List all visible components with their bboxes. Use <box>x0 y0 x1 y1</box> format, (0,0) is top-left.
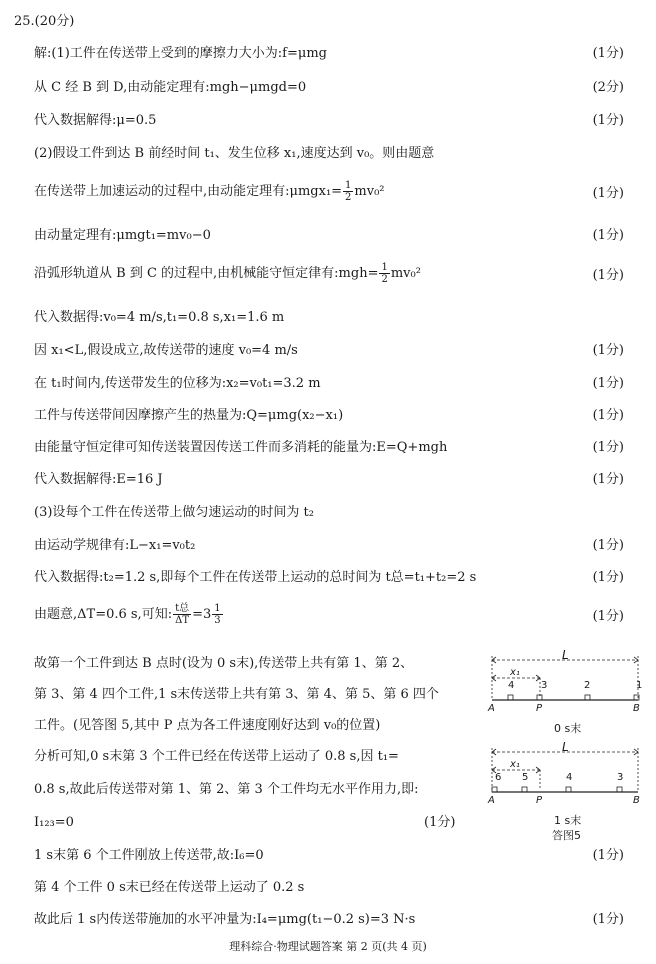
solution-line-l22 <box>34 782 418 798</box>
label-bottom-6: 6 <box>495 772 502 783</box>
label-x1-top: x₁ <box>510 667 520 678</box>
line-text: 0.8 s,故此后传送带对第 1、第 2、第 3 个工件均无水平作用力,即: <box>34 782 419 797</box>
line-text: 第 4 个工件 0 s末已经在传送带上运动了 0.2 s <box>34 880 305 895</box>
line-text: 故第一个工件到达 B 点时(设为 0 s末),传送带上共有第 1、第 2、 <box>34 656 414 671</box>
score-l23: (1分) <box>424 815 456 830</box>
solution-line-l5 <box>34 180 385 203</box>
score-l10: (1分) <box>592 376 624 391</box>
label-x1-bottom: x₁ <box>510 759 520 770</box>
score-l12: (1分) <box>592 440 624 455</box>
solution-line-l16 <box>34 570 476 586</box>
line-text: 解:(1)工件在传送带上受到的摩擦力大小为:f=μmg <box>34 46 327 61</box>
score-l11: (1分) <box>592 408 624 423</box>
score-l3: (1分) <box>592 113 624 128</box>
solution-line-l9 <box>34 343 298 359</box>
solution-line-l20 <box>34 718 380 734</box>
fraction-numerator: 1 <box>214 603 221 614</box>
score-l7: (1分) <box>592 268 624 283</box>
solution-line-l7 <box>34 262 421 285</box>
line-text: 由运动学规律有:L−x₁=v₀t₂ <box>34 538 196 553</box>
line-text: 代入数据得:t₂=1.2 s,即每个工件在传送带上运动的总时间为 t总=t₁+t₂=2 s <box>34 570 477 585</box>
label-L-bottom: L <box>562 740 569 754</box>
score-l2: (2分) <box>592 80 624 95</box>
line-text: 代入数据得:v₀=4 m/s,t₁=0.8 s,x₁=1.6 m <box>34 310 285 325</box>
fraction <box>212 603 222 626</box>
line-text: 工件。(见答图 5,其中 P 点为各工件速度刚好达到 v₀的位置) <box>34 718 381 733</box>
line-text: (2)假设工件到达 B 前经时间 t₁、发生位移 x₁,速度达到 v₀。则由题意 <box>34 146 435 161</box>
line-text: 分析可知,0 s末第 3 个工件已经在传送带上运动了 0.8 s,因 t₁= <box>34 749 399 764</box>
solution-line-l15 <box>34 538 195 554</box>
label-B-top: B <box>633 703 640 714</box>
solution-line-l17 <box>34 603 224 626</box>
answer-figure-5 <box>484 648 644 842</box>
score-l24: (1分) <box>592 848 624 863</box>
solution-line-l2 <box>34 80 306 96</box>
label-top-2: 2 <box>584 680 591 691</box>
solution-line-l12 <box>34 440 447 456</box>
score-l15: (1分) <box>592 538 624 553</box>
caption-top: 0 s末 <box>554 722 582 735</box>
score-l13: (1分) <box>592 472 624 487</box>
line-text: 从 C 经 B 到 D,由动能定理有:mgh−μmgd=0 <box>34 80 307 95</box>
line-text: I₁₂₃=0 <box>34 815 74 830</box>
line-text: 1 s末第 6 个工件刚放上传送带,故:I₆=0 <box>34 848 264 863</box>
label-P-bottom: P <box>536 795 543 806</box>
label-B-bottom: B <box>633 795 640 806</box>
fraction-numerator: 1 <box>345 180 352 191</box>
problem-number: 25.(20分) <box>14 14 75 29</box>
fraction <box>343 180 353 203</box>
line-text: 在 t₁时间内,传送带发生的位移为:x₂=v₀t₁=3.2 m <box>34 376 321 391</box>
solution-line-l11 <box>34 408 343 424</box>
label-bottom-5: 5 <box>522 772 529 783</box>
label-L-top: L <box>562 648 569 662</box>
fraction-denominator: 3 <box>214 615 221 626</box>
line-text: 第 3、第 4 四个工件,1 s末传送带上共有第 3、第 4、第 5、第 6 四个 <box>34 687 439 702</box>
label-bottom-3: 3 <box>617 772 624 783</box>
label-top-4: 4 <box>508 680 515 691</box>
figure-title: 答图5 <box>552 829 581 842</box>
line-text: 代入数据解得:E=16 J <box>34 472 163 487</box>
line-text: 在传送带上加速运动的过程中,由动能定理有:μmgx₁= <box>34 184 343 199</box>
line-text: 因 x₁<L,假设成立,故传送带的速度 v₀=4 m/s <box>34 343 298 358</box>
line-tail: =3 <box>192 607 212 622</box>
solution-line-l26 <box>34 912 415 928</box>
line-text: 由能量守恒定律可知传送装置因传送工件而多消耗的能量为:E=Q+mgh <box>34 440 448 455</box>
score-l1: (1分) <box>592 46 624 61</box>
line-text: 代入数据解得:μ=0.5 <box>34 113 157 128</box>
solution-line-l18 <box>34 656 413 672</box>
label-A-bottom: A <box>488 795 495 806</box>
line-tail: mv₀² <box>390 266 421 281</box>
solution-line-l14 <box>34 505 314 521</box>
line-text: 由动量定理有:μmgt₁=mv₀−0 <box>34 228 211 243</box>
solution-line-l24 <box>34 848 264 864</box>
line-text: 工件与传送带间因摩擦产生的热量为:Q=μmg(x₂−x₁) <box>34 408 344 423</box>
page-footer: 理科综合·物理试题答案 第 2 页(共 4 页) <box>229 940 427 953</box>
fraction <box>173 603 191 626</box>
solution-line-l25 <box>34 880 304 896</box>
line-text: (3)设每个工件在传送带上做匀速运动的时间为 t₂ <box>34 505 314 520</box>
solution-line-l4 <box>34 146 434 162</box>
label-top-3: 3 <box>541 680 548 691</box>
caption-bottom: 1 s末 <box>554 814 582 827</box>
score-l6: (1分) <box>592 228 624 243</box>
solution-line-l1 <box>34 46 327 62</box>
fraction-denominator: 2 <box>381 274 388 285</box>
fraction-numerator: 1 <box>381 262 388 273</box>
solution-line-l19 <box>34 687 439 703</box>
label-P-top: P <box>536 703 543 714</box>
solution-line-l8 <box>34 310 284 326</box>
score-l17: (1分) <box>592 609 624 624</box>
line-text: 由题意,ΔT=0.6 s,可知: <box>34 607 173 622</box>
score-l26: (1分) <box>592 912 624 927</box>
fraction-numerator: t总 <box>175 603 190 614</box>
score-l9: (1分) <box>592 343 624 358</box>
fraction <box>379 262 389 285</box>
label-A-top: A <box>488 703 495 714</box>
solution-line-l21 <box>34 749 399 765</box>
solution-line-l13 <box>34 472 163 488</box>
solution-line-l6 <box>34 228 211 244</box>
line-tail: mv₀² <box>354 184 385 199</box>
line-text: 沿弧形轨道从 B 到 C 的过程中,由机械能守恒定律有:mgh= <box>34 266 379 281</box>
score-l5: (1分) <box>592 186 624 201</box>
solution-line-l10 <box>34 376 321 392</box>
label-bottom-4: 4 <box>566 772 573 783</box>
label-top-1: 1 <box>636 680 643 691</box>
score-l16: (1分) <box>592 570 624 585</box>
solution-line-l23 <box>34 815 74 831</box>
fraction-denominator: ΔT <box>175 615 190 626</box>
solution-line-l3 <box>34 113 156 129</box>
line-text: 故此后 1 s内传送带施加的水平冲量为:I₄=μmg(t₁−0.2 s)=3 N·s <box>34 912 416 927</box>
fraction-denominator: 2 <box>345 192 352 203</box>
